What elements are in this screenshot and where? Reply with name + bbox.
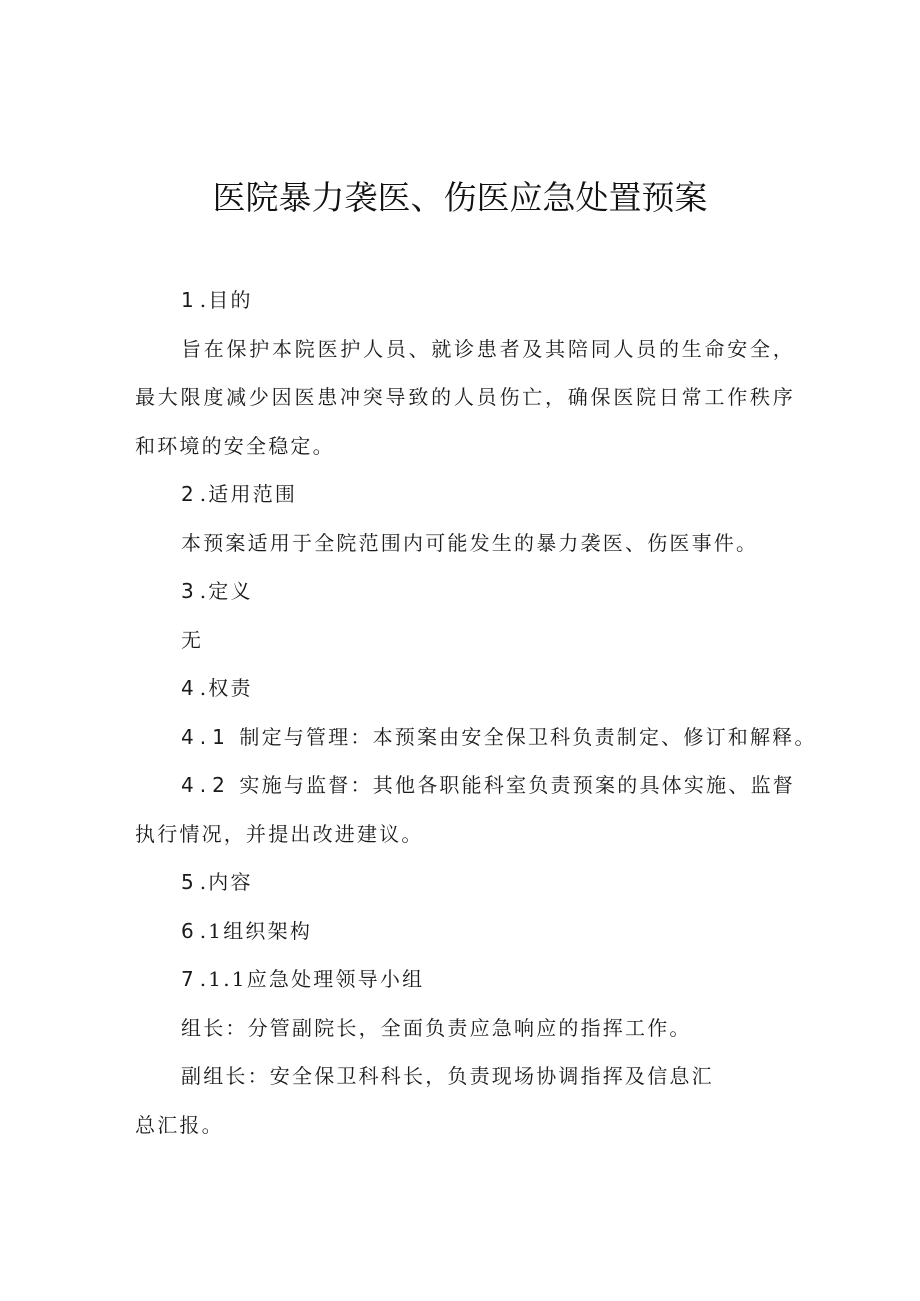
paragraph-group-leader: 组长：分管副院长，全面负责应急响应的指挥工作。: [181, 1015, 692, 1040]
section-heading-purpose: 1.目的: [181, 288, 253, 312]
section-heading-organization: 6.1组织架构: [181, 918, 313, 943]
section-heading-scope: 2.适用范围: [181, 482, 298, 506]
paragraph-deputy-leader-continued: 总汇报。: [135, 1112, 224, 1137]
document-body: [135, 276, 817, 1149]
paragraph-4-2: 4.2 实施与监督：其他各职能科室负责预案的具体实施、监督执行情况，并提出改进建议。: [135, 773, 796, 846]
section-heading-leadership-group: 7.1.1应急处理领导小组: [181, 967, 425, 991]
paragraph-purpose: 旨在保护本院医护人员、就诊患者及其陪同人员的生命安全，最大限度减少因医患冲突导致的人员伤亡，确保医院日常工作秩序和环境的安全稳定。: [135, 336, 795, 458]
section-heading-definition: 3.定义: [181, 579, 253, 603]
document-title: 医院暴力袭医、伤医应急处置预案: [212, 178, 708, 217]
paragraph-scope: 本预案适用于全院范围内可能发生的暴力袭医、伤医事件。: [181, 530, 759, 555]
section-heading-content: 5.内容: [181, 870, 253, 894]
paragraph-deputy-leader: 副组长：安全保卫科科长，负责现场协调指挥及信息汇: [181, 1064, 714, 1088]
paragraph-definition: 无: [181, 627, 204, 652]
paragraph-4-1: 4.1 制定与管理：本预案由安全保卫科负责制定、修订和解释。: [181, 724, 817, 749]
section-heading-responsibilities: 4.权责: [181, 676, 253, 700]
